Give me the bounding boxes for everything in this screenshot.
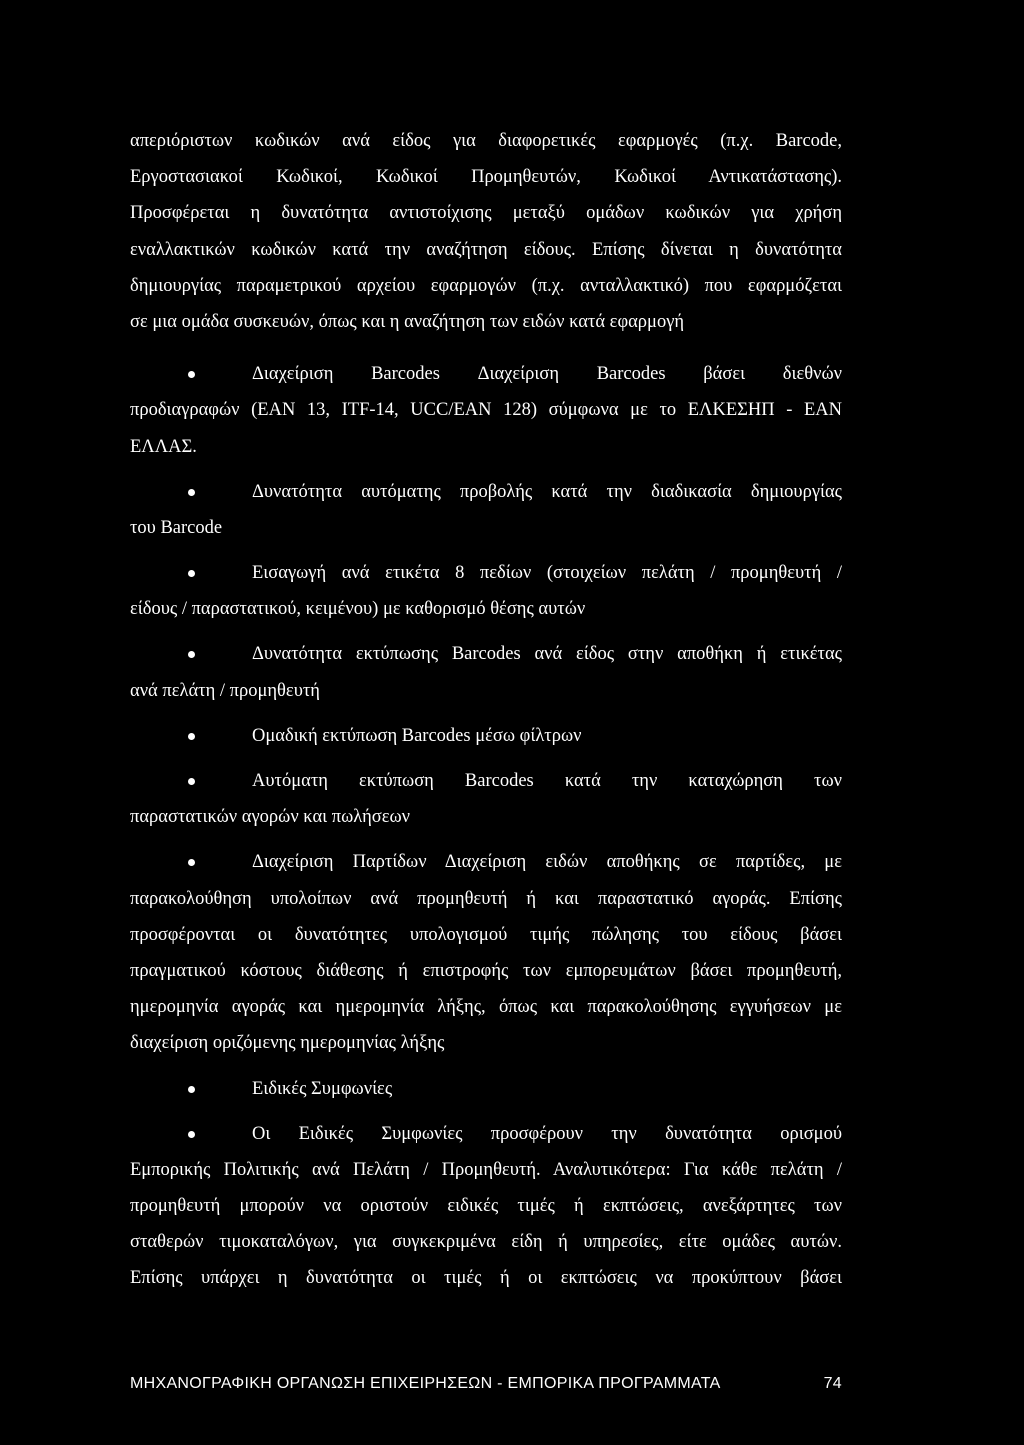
text-line: Επίσης υπάρχει η δυνατότητα οι τιμές ή οι εκπτώσεις να προκύπτουν βάσει bbox=[130, 1268, 842, 1289]
document-body bbox=[130, 123, 842, 1297]
intro-paragraph bbox=[130, 123, 842, 340]
text-line: Προσφέρεται η δυνατότητα αντιστοίχισης μεταξύ ομάδων κωδικών για χρήση bbox=[130, 203, 842, 224]
bullet-label-fields bbox=[130, 555, 842, 627]
bullet-print-barcodes bbox=[130, 636, 842, 708]
bullet-icon bbox=[188, 570, 195, 577]
bullet-icon bbox=[188, 778, 195, 785]
bullet-text: Δυνατότητα αυτόματης προβολής κατά την διαδικασία δημιουργίας bbox=[252, 481, 842, 502]
bullet-icon bbox=[188, 651, 195, 658]
text-line: προμηθευτή μπορούν να οριστούν ειδικές τιμές ή εκπτώσεις, ανεξάρτητες των bbox=[130, 1196, 842, 1217]
bullet-text: Οι Ειδικές Συμφωνίες προσφέρουν την δυνατότητα ορισμού bbox=[252, 1123, 842, 1144]
bullet-batches bbox=[130, 844, 842, 1061]
bullet-icon bbox=[188, 1131, 195, 1138]
bullet-auto-preview bbox=[130, 474, 842, 546]
bullet-agreements-description bbox=[130, 1116, 842, 1297]
bullet-icon bbox=[188, 1086, 195, 1093]
bullet-group-print bbox=[130, 718, 842, 754]
bullet-special-agreements bbox=[130, 1071, 842, 1107]
bullet-text: Διαχείριση Παρτίδων Διαχείριση ειδών αποθήκης σε παρτίδες, με bbox=[252, 852, 842, 873]
page-footer bbox=[130, 1375, 842, 1393]
text-line: απεριόριστων κωδικών ανά είδος για διαφορετικές εφαρμογές (π.χ. Barcode, bbox=[130, 131, 842, 151]
bullet-icon bbox=[188, 733, 195, 740]
text-line: εναλλακτικών κωδικών κατά την αναζήτηση είδους. Επίσης δίνεται η δυνατότητα bbox=[130, 239, 842, 260]
text-line: προδιαγραφών (EAN 13, ITF-14, UCC/EAN 128) σύμφωνα με το ΕΛΚΕΣΗΠ - EAN bbox=[130, 400, 842, 421]
text-line: ανά πελάτη / προμηθευτή bbox=[130, 680, 320, 701]
text-line: Εργοστασιακοί Κωδικοί, Κωδικοί Προμηθευτών, Κωδικοί Αντικατάστασης). bbox=[130, 167, 842, 188]
bullet-text: Διαχείριση Barcodes Διαχείριση Barcodes βάσει διεθνών bbox=[252, 364, 842, 385]
bullet-barcodes bbox=[130, 356, 842, 465]
page-number: 74 bbox=[823, 1375, 842, 1392]
text-line: σταθερών τιμοκαταλόγων, για συγκεκριμένα είδη ή υπηρεσίες, είτε ομάδες αυτών. bbox=[130, 1232, 842, 1253]
footer-title: ΜΗΧΑΝΟΓΡΑΦΙΚΗ ΟΡΓΑΝΩΣΗ ΕΠΙΧΕΙΡΗΣΕΩΝ - ΕΜΠΟΡΙΚΑ ΠΡΟΓΡΑΜΜΑΤΑ bbox=[130, 1375, 721, 1392]
text-line: διαχείριση οριζόμενης ημερομηνίας λήξης bbox=[130, 1033, 445, 1054]
text-line: προσφέρονται οι δυνατότητες υπολογισμού τιμής πώλησης του είδους βάσει bbox=[130, 924, 842, 945]
bullet-text: Δυνατότητα εκτύπωσης Barcodes ανά είδος στην αποθήκη ή ετικέτας bbox=[252, 644, 842, 665]
bullet-text: Ομαδική εκτύπωση Barcodes μέσω φίλτρων bbox=[252, 725, 582, 746]
text-line: παραστατικών αγορών και πωλήσεων bbox=[130, 807, 411, 828]
text-line: δημιουργίας παραμετρικού αρχείου εφαρμογών (π.χ. ανταλλακτικό) που εφαρμόζεται bbox=[130, 275, 842, 296]
bullet-icon bbox=[188, 859, 195, 866]
text-line: σε μια ομάδα συσκευών, όπως και η αναζήτηση των ειδών κατά εφαρμογή bbox=[130, 311, 685, 332]
text-line: πραγματικού κόστους διάθεσης ή επιστροφής των εμπορευμάτων βάσει προμηθευτή, bbox=[130, 960, 842, 981]
text-line: ΕΛΛΑΣ. bbox=[130, 436, 197, 457]
bullet-icon bbox=[188, 371, 195, 378]
bullet-text: Ειδικές Συμφωνίες bbox=[252, 1078, 393, 1099]
text-line: του Barcode bbox=[130, 517, 223, 538]
bullet-text: Εισαγωγή ανά ετικέτα 8 πεδίων (στοιχείων πελάτη / προμηθευτή / bbox=[252, 563, 842, 584]
bullet-text: Αυτόματη εκτύπωση Barcodes κατά την καταχώρηση των bbox=[252, 771, 842, 791]
text-line: ημερομηνία αγοράς και ημερομηνία λήξης, όπως και παρακολούθησης εγγυήσεων με bbox=[130, 997, 842, 1018]
text-line: Εμπορικής Πολιτικής ανά Πελάτη / Προμηθευτή. Αναλυτικότερα: Για κάθε πελάτη / bbox=[130, 1159, 842, 1180]
bullet-icon bbox=[188, 489, 195, 496]
text-line: είδους / παραστατικού, κειμένου) με καθορισμό θέσης αυτών bbox=[130, 599, 586, 620]
text-line: παρακολούθηση υπολοίπων ανά προμηθευτή ή και παραστατικό αγοράς. Επίσης bbox=[130, 888, 842, 909]
bullet-auto-print bbox=[130, 763, 842, 835]
